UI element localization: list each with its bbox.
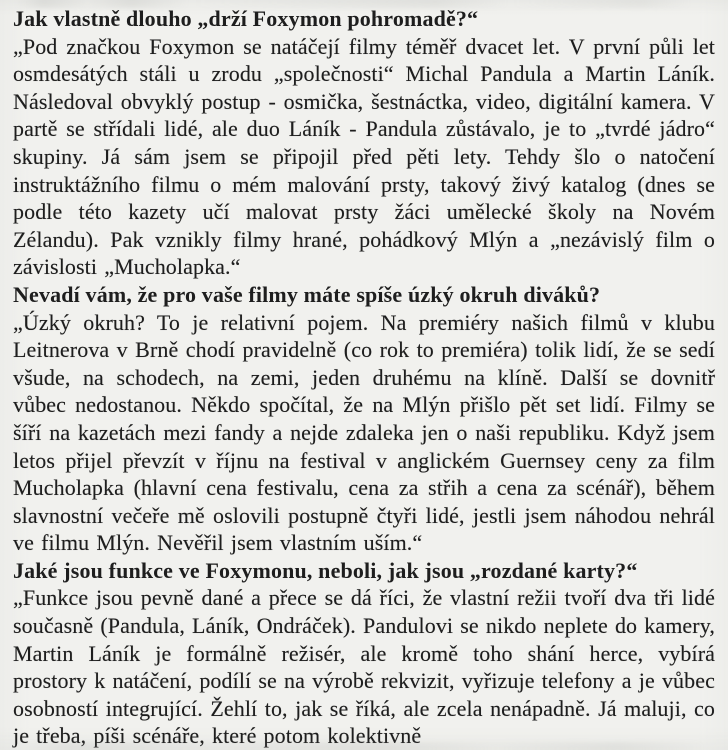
interview-answer: „Funkce jsou pevně dané a přece se dá říci, že vlastní režii tvoří dva tři lidé současně (Pandula, Láník, Ondráček). Pandulovi se nikdo neplete do kamery, Martin Láník je formálně režisér, ale kromě toho shání herce, vybírá prostory k natáčení, podílí se na výrobě rekvizit, vyřizuje telefony a je vůbec osobností integrující. Žehlí to, jak se říká, ale zcela nenápadně. Já maluji, co je třeba, píši scénáře, které potom kolektivně [13,585,715,749]
interview-answer: „Pod značkou Foxymon se natáčejí filmy téměř dvacet let. V první půli let osmdesátých stáli u zrodu „společnosti“ Michal Pandula a Martin Láník. Následoval obvyklý postup - osmička, šestnáctka, video, digitální kamera. V partě se střídali lidé, ale duo Láník - Pandula zůstávalo, je to „tvrdé jádro“ skupiny. Já sám jsem se připojil před pěti lety. Tehdy šlo o natočení instruktážního filmu o mém malování prsty, takový živý katalog (dnes se podle této kazety učí malovat prsty žáci umělecké školy na Novém Zélandu). Pak vznikly filmy hrané, pohádkový Mlýn a „nezávislý film o závislosti „Mucholapka.“ [13,33,715,280]
interview-question: Jak vlastně dlouho „drží Foxymon pohromadě?“ [13,6,479,31]
interview-question: Jaké jsou funkce ve Foxymonu, neboli, jak jsou „rozdané karty?“ [13,557,638,583]
interview-article [13,5,715,750]
interview-answer: „Úzký okruh? To je relativní pojem. Na premiéry našich filmů v klubu Leitnerova v Brně chodí pravidelně (co rok to premiéra) tolik lidí, že se sedí všude, na schodech, na zemi, jeden druhému na klíně. Další se dovnitř vůbec nedostanou. Někdo spočítal, že na Mlýn přišlo pět set lidí. Filmy se šíří na kazetách mezi fandy a nejde zdaleka jen o naši republiku. Když jsem letos přijel převzít v říjnu na festival v anglickém Guernsey ceny za film Mucholapka (hlavní cena festivalu, cena za střih a cena za scénář), během slavnostní večeře mě oslovili postupně čtyři lidé, jestli jsem náhodou nehrál ve filmu Mlýn. Nevěřil jsem vlastním uším.“ [13,309,715,556]
interview-question: Nevadí vám, že pro vaše filmy máte spíše úzký okruh diváků? [13,281,601,307]
